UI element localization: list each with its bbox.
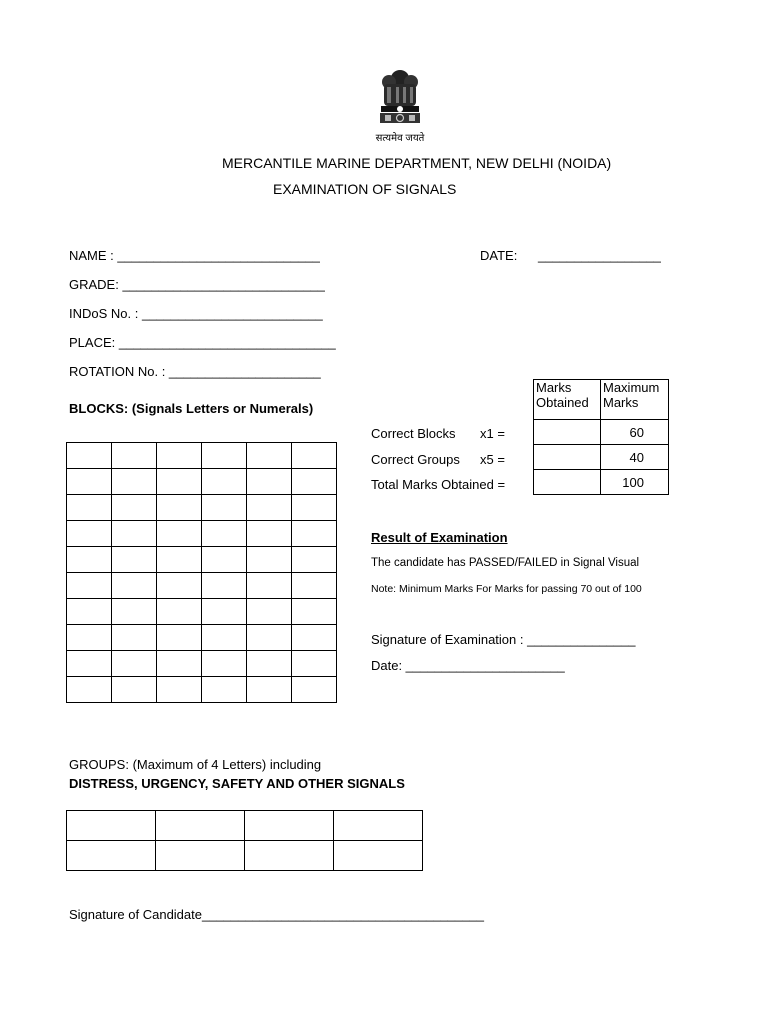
blocks-grid-cell[interactable] [247, 469, 292, 495]
blocks-grid-cell[interactable] [112, 521, 157, 547]
blocks-grid-cell[interactable] [67, 469, 112, 495]
blocks-grid-cell[interactable] [292, 547, 337, 573]
blocks-grid-cell[interactable] [202, 573, 247, 599]
blocks-grid-cell[interactable] [247, 547, 292, 573]
blocks-grid-cell[interactable] [67, 625, 112, 651]
max-marks-total: 100 [601, 470, 669, 495]
blocks-grid-cell[interactable] [247, 625, 292, 651]
groups-grid-cell[interactable] [156, 811, 245, 841]
max-marks-groups: 40 [601, 445, 669, 470]
grade-field[interactable]: GRADE: ____________________________ [69, 277, 325, 292]
place-field[interactable]: PLACE: ______________________________ [69, 335, 336, 350]
correct-blocks-label: Correct Blocks [371, 426, 456, 441]
blocks-grid-cell[interactable] [292, 599, 337, 625]
groups-grid-row [67, 841, 423, 871]
blocks-grid-row [67, 651, 337, 677]
blocks-grid-row [67, 677, 337, 703]
blocks-grid-cell[interactable] [67, 443, 112, 469]
blocks-grid-row [67, 469, 337, 495]
blocks-grid-cell[interactable] [67, 573, 112, 599]
emblem-motto: सत्यमेव जयते [375, 133, 425, 144]
groups-grid-cell[interactable] [245, 841, 334, 871]
blocks-grid-cell[interactable] [112, 469, 157, 495]
blocks-grid-cell[interactable] [157, 651, 202, 677]
blocks-grid-cell[interactable] [112, 651, 157, 677]
blocks-grid-cell[interactable] [112, 495, 157, 521]
blocks-grid-cell[interactable] [112, 547, 157, 573]
blocks-grid-cell[interactable] [112, 599, 157, 625]
correct-groups-label: Correct Groups [371, 452, 460, 467]
page-title: EXAMINATION OF SIGNALS [273, 181, 457, 197]
blocks-grid-row [67, 495, 337, 521]
blocks-grid-cell[interactable] [67, 495, 112, 521]
groups-grid-cell[interactable] [67, 811, 156, 841]
blocks-grid-cell[interactable] [292, 625, 337, 651]
blocks-grid-cell[interactable] [112, 625, 157, 651]
blocks-grid [66, 442, 337, 703]
correct-blocks-multiplier: x1 = [480, 426, 505, 441]
blocks-grid-cell[interactable] [157, 677, 202, 703]
blocks-grid-cell[interactable] [202, 599, 247, 625]
blocks-grid-row [67, 599, 337, 625]
maximum-marks-header [601, 380, 669, 420]
marks-obtained-blocks-cell[interactable] [534, 420, 601, 445]
blocks-grid-cell[interactable] [202, 547, 247, 573]
name-field[interactable]: NAME : ____________________________ [69, 248, 320, 263]
blocks-grid-cell[interactable] [67, 521, 112, 547]
blocks-grid-cell[interactable] [112, 677, 157, 703]
marks-obtained-groups-cell[interactable] [534, 445, 601, 470]
result-statement: The candidate has PASSED/FAILED in Signal Visual [371, 557, 640, 569]
blocks-grid-cell[interactable] [157, 521, 202, 547]
blocks-grid-cell[interactable] [157, 495, 202, 521]
blocks-grid-cell[interactable] [202, 651, 247, 677]
blocks-grid-cell[interactable] [202, 495, 247, 521]
blocks-grid-cell[interactable] [247, 651, 292, 677]
blocks-grid-cell[interactable] [157, 573, 202, 599]
rotation-field[interactable]: ROTATION No. : _____________________ [69, 364, 321, 379]
candidate-signature-field[interactable]: Signature of Candidate_______________________________________ [69, 907, 484, 922]
blocks-grid-cell[interactable] [67, 677, 112, 703]
blocks-grid-cell[interactable] [202, 443, 247, 469]
blocks-grid-cell[interactable] [247, 677, 292, 703]
blocks-grid-cell[interactable] [157, 469, 202, 495]
groups-grid-cell[interactable] [245, 811, 334, 841]
blocks-grid-cell[interactable] [292, 573, 337, 599]
groups-grid-cell[interactable] [67, 841, 156, 871]
blocks-grid-cell[interactable] [247, 599, 292, 625]
total-marks-label: Total Marks Obtained = [371, 477, 506, 492]
marks-table [533, 379, 669, 495]
blocks-grid-row [67, 625, 337, 651]
maximum-marks-header-line2: Marks [603, 395, 639, 410]
date-label: DATE: [480, 248, 518, 263]
blocks-grid-cell[interactable] [202, 677, 247, 703]
blocks-grid-cell[interactable] [202, 521, 247, 547]
blocks-grid-cell[interactable] [292, 651, 337, 677]
correct-groups-multiplier: x5 = [480, 452, 505, 467]
blocks-grid-cell[interactable] [247, 495, 292, 521]
blocks-grid-cell[interactable] [67, 547, 112, 573]
blocks-grid-cell[interactable] [247, 521, 292, 547]
blocks-grid-cell[interactable] [247, 573, 292, 599]
marks-obtained-header [534, 380, 601, 420]
marks-obtained-total-cell[interactable] [534, 470, 601, 495]
blocks-grid-cell[interactable] [67, 651, 112, 677]
blocks-grid-row [67, 521, 337, 547]
blocks-grid-cell[interactable] [292, 469, 337, 495]
blocks-grid-cell[interactable] [157, 599, 202, 625]
groups-grid [66, 810, 423, 871]
examiner-date-field[interactable]: Date: ______________________ [371, 658, 565, 673]
blocks-grid-cell[interactable] [292, 495, 337, 521]
blocks-grid-cell[interactable] [292, 677, 337, 703]
groups-grid-row [67, 811, 423, 841]
groups-grid-cell[interactable] [334, 841, 423, 871]
blocks-grid-cell[interactable] [67, 599, 112, 625]
result-heading: Result of Examination [371, 530, 508, 545]
marks-obtained-header-line2: Obtained [536, 395, 589, 410]
blocks-grid-cell[interactable] [112, 443, 157, 469]
blocks-grid-row [67, 573, 337, 599]
department-title: MERCANTILE MARINE DEPARTMENT, NEW DELHI (NOIDA) [222, 155, 612, 171]
blocks-grid-cell[interactable] [157, 443, 202, 469]
max-marks-blocks: 60 [601, 420, 669, 445]
blocks-grid-cell[interactable] [292, 443, 337, 469]
groups-grid-cell[interactable] [156, 841, 245, 871]
blocks-grid-cell[interactable] [112, 573, 157, 599]
examiner-signature-field[interactable]: Signature of Examination : _______________ [371, 632, 636, 647]
blocks-grid-row [67, 443, 337, 469]
marks-obtained-header-line1: Marks [536, 380, 572, 395]
blocks-grid-cell[interactable] [157, 547, 202, 573]
maximum-marks-header-line1: Maximum [603, 380, 660, 395]
groups-heading: GROUPS: (Maximum of 4 Letters) including [69, 757, 322, 772]
blocks-grid-cell[interactable] [247, 443, 292, 469]
blocks-grid-cell[interactable] [292, 521, 337, 547]
blocks-grid-cell[interactable] [202, 625, 247, 651]
indos-field[interactable]: INDoS No. : _________________________ [69, 306, 323, 321]
date-field[interactable]: _________________ [538, 248, 661, 263]
blocks-grid-cell[interactable] [202, 469, 247, 495]
groups-subheading: DISTRESS, URGENCY, SAFETY AND OTHER SIGNALS [69, 776, 405, 791]
result-note: Note: Minimum Marks For Marks for passing 70 out of 100 [371, 583, 642, 595]
blocks-grid-cell[interactable] [157, 625, 202, 651]
groups-grid-cell[interactable] [334, 811, 423, 841]
blocks-heading: BLOCKS: (Signals Letters or Numerals) [69, 401, 314, 416]
blocks-grid-row [67, 547, 337, 573]
